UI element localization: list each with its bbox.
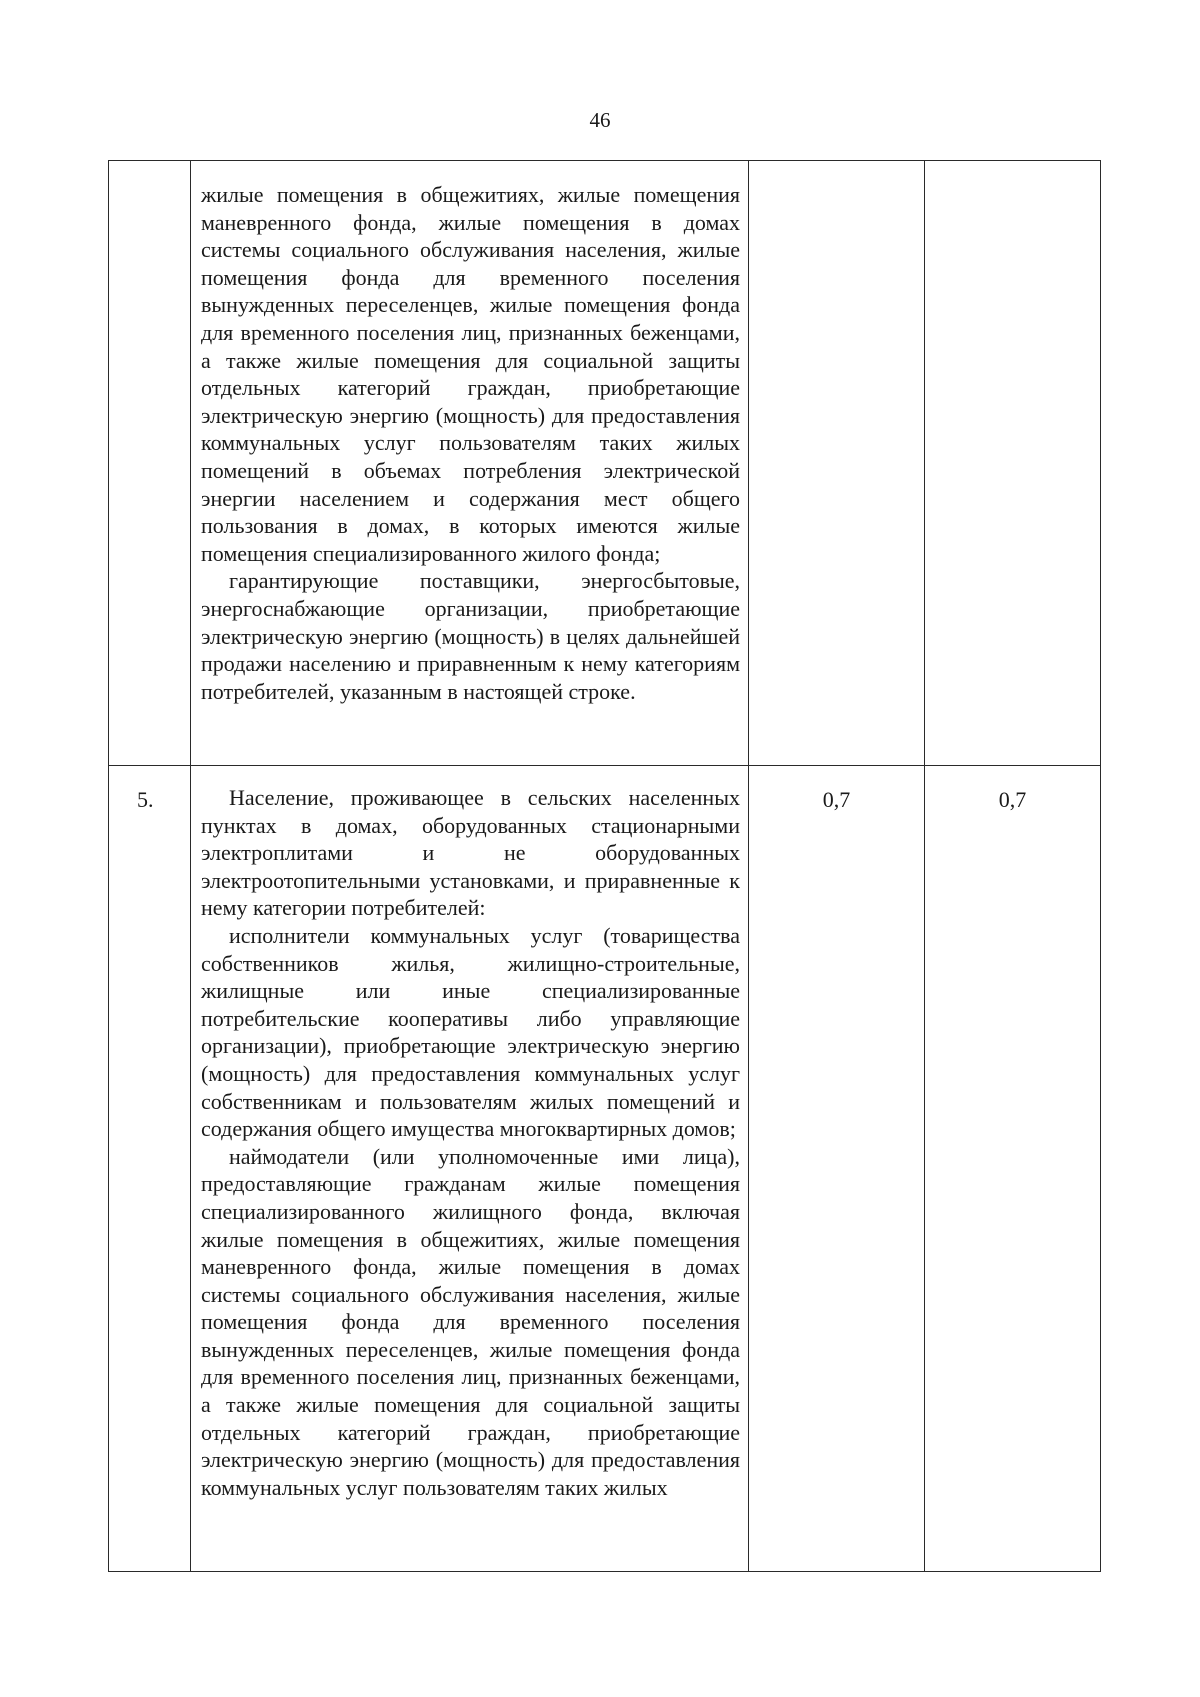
description-paragraph: Население, проживающее в сельских населенных пунктах в домах, оборудованных стационарными электроплитами и не оборудованных электроотопительными установками, и приравненные к нему категории потребителей:	[201, 785, 740, 921]
page-number: 46	[589, 108, 611, 132]
row-number: 5.	[137, 787, 154, 812]
value-1: 0,7	[822, 787, 851, 812]
value-1	[749, 161, 924, 181]
table-row	[109, 766, 1101, 1572]
value-cell	[925, 161, 1101, 766]
description-paragraph: исполнители коммунальных услуг (товарищества собственников жилья, жилищно-строительные, жилищные или иные специализированные потребительские кооперативы либо управляющие организации), приобретающие электрическую энергию (мощность) для предоставления коммунальных услуг собственникам и пользователям жилых помещений и содержания общего имущества многоквартирных домов;	[201, 922, 740, 1142]
description-paragraph: жилые помещения в общежитиях, жилые помещения маневренного фонда, жилые помещения в домах системы социального обслуживания населения, жилые помещения фонда для временного поселения вынужденных переселенцев, жилые помещения фонда для временного поселения лиц, признанных беженцами, а также жилые помещения для социальной защиты отдельных категорий граждан, приобретающие электрическую энергию (мощность) для предоставления коммунальных услуг пользователям таких жилых помещений в объемах потребления электрической энергии населением и содержания мест общего пользования в домах, в которых имеются жилые помещения специализированного жилого фонда;	[201, 182, 740, 566]
description-cell	[191, 766, 749, 1572]
description-paragraph: наймодатели (или уполномоченные ими лица), предоставляющие гражданам жилые помещения специализированного жилищного фонда, включая жилые помещения в общежитиях, жилые помещения маневренного фонда, жилые помещения в домах системы социального обслуживания населения, жилые помещения фонда для временного поселения вынужденных переселенцев, жилые помещения фонда для временного поселения лиц, признанных беженцами, а также жилые помещения для социальной защиты отдельных категорий граждан, приобретающие электрическую энергию (мощность) для предоставления коммунальных услуг пользователям таких жилых	[201, 1143, 740, 1500]
row-number-cell	[109, 161, 191, 766]
value-cell	[749, 766, 925, 1572]
table-row	[109, 161, 1101, 766]
value-cell	[749, 161, 925, 766]
value-cell	[925, 766, 1101, 1572]
value-2: 0,7	[998, 787, 1027, 812]
tariff-table	[108, 160, 1101, 1572]
row-number-cell	[109, 766, 191, 1572]
value-2	[925, 161, 1100, 181]
description-paragraph: гарантирующие поставщики, энергосбытовые, энергоснабжающие организации, приобретающие электрическую энергию (мощность) в целях дальнейшей продажи населению и приравненным к нему категориям потребителей, указанным в настоящей строке.	[201, 568, 740, 704]
row-number	[109, 161, 190, 181]
description-cell	[191, 161, 749, 766]
